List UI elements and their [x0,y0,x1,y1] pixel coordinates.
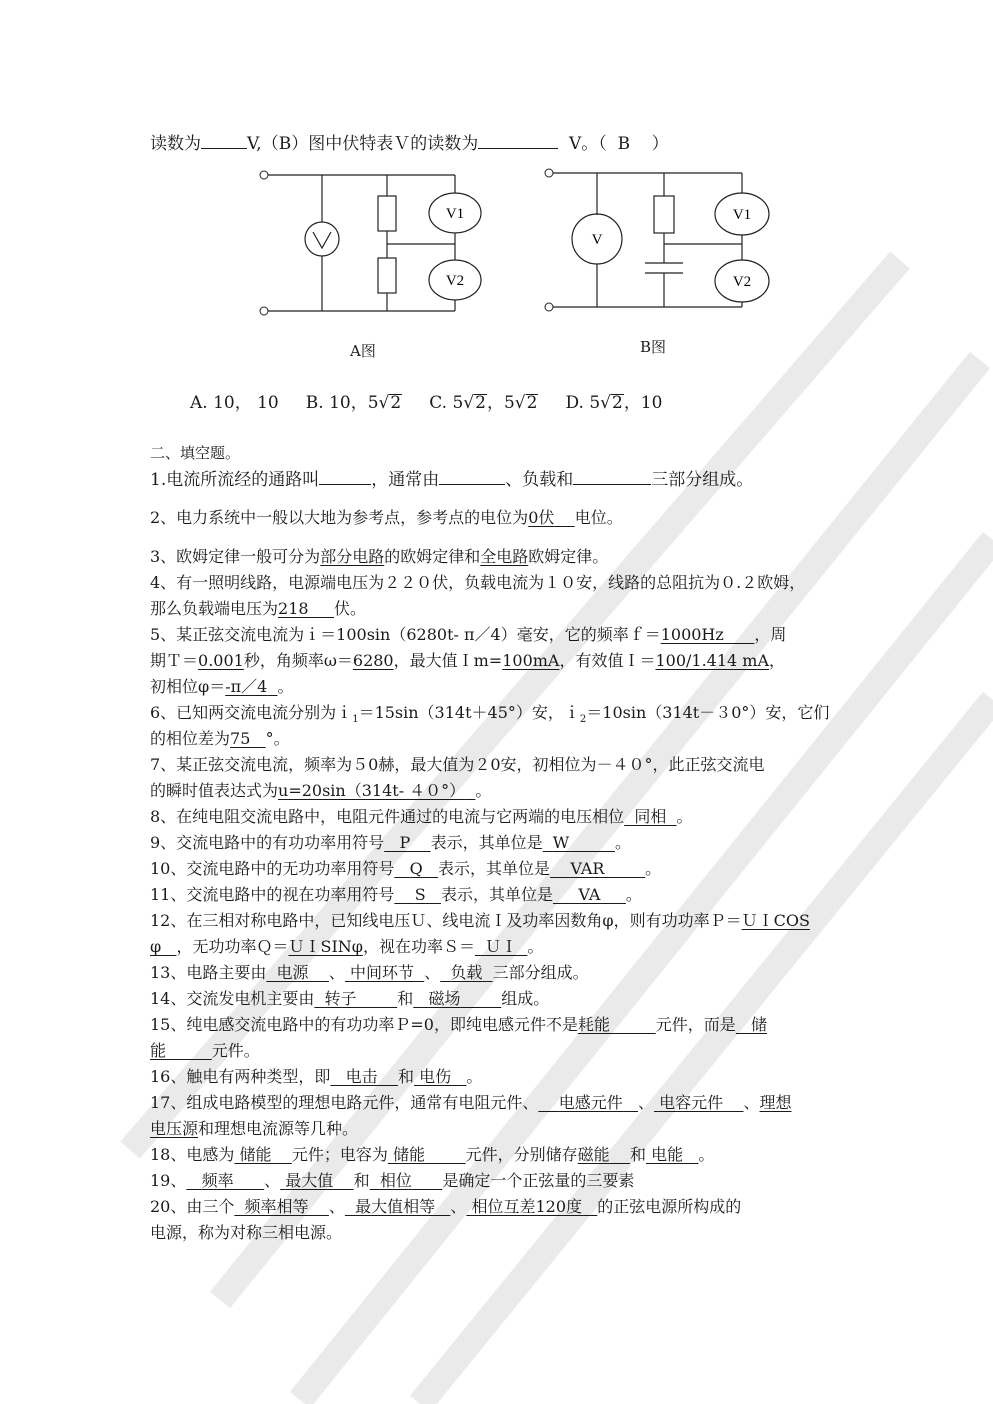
question-16 [150,1067,482,1087]
text: ，10 [623,393,663,413]
question-4-line-2 [150,599,366,619]
answer: ＵＩ [485,937,518,956]
question-20-line-2: 电源，称为对称三相电源。 [150,1223,343,1242]
text: ，无功功率Ｑ＝ [176,937,289,956]
text: 初相位φ＝ [150,677,226,696]
text: 17、组成电路模型的理想电路元件，通常有电阻元件、 [150,1093,539,1112]
answer: 0伏 [528,508,555,527]
text: C. 5 [429,393,464,413]
text: 。 [527,937,544,956]
v2-label: V2 [732,274,752,290]
answer: W [552,833,570,852]
text: 11、交流电路中的视在功率用符号 [150,885,395,904]
answer: 最大值 [285,1171,334,1190]
answer: 同相 [634,807,667,826]
option-d: D. 5√2，10 [565,393,663,413]
text: 的正弦电源所构成的 [597,1197,742,1216]
option-c: C. 5√2，5√2 [429,393,538,413]
answer: 0.001 [198,651,244,670]
answer-blank [573,468,651,485]
answer: -π／4 [225,677,268,696]
answer: ＵＩSINφ [288,937,363,956]
text: 元件，而是 [655,1015,736,1034]
text: 元件，分别储存 [465,1145,578,1164]
question-15-line-2 [150,1041,260,1061]
radicand: 2 [526,393,538,413]
text: 秒，角频率ω＝ [243,651,353,670]
radicand: 2 [475,393,486,413]
text: 。 [466,1067,483,1086]
text: 和 [353,1171,370,1190]
caption-a: A图 [350,342,376,360]
text: ，5 [486,393,515,413]
v1-label: V1 [732,207,752,223]
text: 的相位差为 [150,729,231,748]
text: 10、交流电路中的无功功率用符号 [150,859,395,878]
answer: 相位 [379,1171,412,1190]
text: 和 [398,1067,415,1086]
question-6-line-2 [150,729,290,749]
question-7-line-1: 7、某正弦交流电流，频率为５0赫，最大值为２0安，初相位为－４０°，此正弦交流电 [150,755,765,774]
text: 电位。 [574,508,623,527]
text: 、 [328,963,345,982]
answer: 75 [230,729,251,748]
answer: 储能 [239,1145,272,1164]
answer-blank [478,132,558,149]
text: ，有效值Ｉ＝ [559,651,656,670]
meter-v-label: V [591,232,603,248]
text: 是确定一个正弦量的三要素 [442,1171,635,1190]
text: 伏。 [334,599,367,618]
text: 8、在纯电阻交流电路中，电阻元件通过的电流与它两端的电压相位 [150,807,625,826]
text: ，视在功率Ｓ＝ [362,937,475,956]
text: 、 [450,1197,467,1216]
question-13 [150,963,589,983]
text: B. 10，5 [305,393,379,413]
text: 读数为 [150,134,201,154]
text: V。（ [569,134,607,154]
answer: 能 [150,1041,167,1060]
section-title: 二、填空题。 [150,444,241,462]
text: 5、某正弦交流电流为ｉ＝100sin（6280t- π／4）毫安，它的频率ｆ＝ [150,625,661,644]
radicand: 2 [611,393,623,413]
question-14 [150,989,549,1009]
text: ） [651,134,669,154]
text: 期Ｔ＝ [150,651,199,670]
question-1 [150,468,753,490]
text: 和 [397,989,414,1008]
answer: 转子 [324,989,357,1008]
text: 15、纯电感交流电路中的有功功率Ｐ=0，即纯电感元件不是 [150,1015,578,1034]
radicand: 2 [390,393,402,413]
answer: 100/1.414 mA [655,651,770,670]
answer: 相位互差120度 [471,1197,583,1216]
question-20-line-1 [150,1197,741,1217]
text: 18、电感为 [150,1145,235,1164]
question-12-line-1 [150,911,810,931]
text: ，周 [754,625,787,644]
text: 。 [277,677,294,696]
text: 2、电力系统中一般以大地为参考点，参考点的电位为 [150,508,529,527]
text: 。 [475,781,492,800]
text: 和理想电流源等几种。 [198,1119,359,1138]
text: 的欧姆定律和 [384,547,481,566]
option-b: B. 10，5√2 [305,393,402,413]
circuit-diagram-b [540,160,790,320]
answer: 100mA [502,651,560,670]
answer-blank [439,468,505,485]
text: 16、触电有两种类型，即 [150,1067,331,1086]
answer: 电源 [276,963,309,982]
answer: 频率相等 [244,1197,309,1216]
question-6-line-1 [150,703,829,730]
text: 6、已知两交流电流分别为ｉ [150,703,353,722]
answer: 负载 [450,963,483,982]
question-5-line-1 [150,625,786,645]
text: 、 [264,1171,281,1190]
top-question-line [150,132,669,154]
text: 组成。 [501,989,550,1008]
question-12-line-2 [150,937,543,957]
answer: 频率 [201,1171,234,1190]
question-17-line-1 [150,1093,792,1113]
subscript: 1 [352,714,359,726]
answer: 磁能 [577,1145,610,1164]
text: 20、由三个 [150,1197,235,1216]
text: 。 [625,885,642,904]
answer: 部分电路 [320,547,385,566]
answer: 全电路 [480,547,529,566]
answer-blank [201,132,247,149]
answer: 储 [751,1015,768,1034]
text: 3、欧姆定律一般可分为 [150,547,321,566]
question-9 [150,833,631,853]
v1-label: V1 [445,206,465,222]
answer-blank [319,468,371,485]
answer: S [414,885,426,904]
text: 12、在三相对称电路中，已知线电压Ｕ、线电流Ｉ及功率因数角φ，则有功功率Ｐ＝ [150,911,742,930]
answer: ＵＩCOS [741,911,810,930]
caption-b: B图 [640,338,667,356]
question-17-line-2 [150,1119,358,1139]
text: 、 [638,1093,655,1112]
answer: 电能 [651,1145,684,1164]
text: ，通常由 [371,470,440,490]
text: 19、 [150,1171,187,1190]
question-18 [150,1145,714,1165]
answer: VA [578,885,601,904]
answer: 电伤 [419,1067,452,1086]
text: 、负载和 [505,470,574,490]
text: 表示，其单位是 [440,885,553,904]
answer: 218 [278,599,309,618]
answer: 储能 [392,1145,425,1164]
answer: 电击 [345,1067,378,1086]
subscript: 2 [579,714,587,726]
answer: 中间环节 [350,963,415,982]
question-8 [150,807,693,827]
answer: 磁场 [428,989,461,1008]
text: ， [769,651,786,670]
text: 那么负载端电压为 [150,599,279,618]
answer-b: B [617,134,631,154]
question-3 [150,547,608,567]
answer: 电感元件 [558,1093,623,1112]
text: V,（B）图中伏特表Ｖ的读数为 [247,134,479,154]
text: 表示，其单位是 [438,859,551,878]
answer: 最大值相等 [355,1197,436,1216]
circuit-diagram-a [255,160,495,320]
text: 13、电路主要由 [150,963,267,982]
answer: φ [150,937,162,956]
text: 元件；电容为 [291,1145,388,1164]
text: 。 [676,807,693,826]
answer: 耗能 [577,1015,610,1034]
text: ，最大值Ｉm= [393,651,503,670]
question-5-line-3 [150,677,294,697]
text: 、 [328,1197,345,1216]
text: 1.电流所流经的通路叫 [150,470,320,490]
text: 。 [698,1145,715,1164]
text: 三部分组成。 [492,963,589,982]
text: ＝15sin（314t＋45°）安，ｉ [358,703,580,722]
question-2 [150,508,623,528]
text: 表示，其单位是 [430,833,543,852]
text: 、 [424,963,441,982]
question-7-line-2 [150,781,491,801]
text: 、 [743,1093,760,1112]
option-a: A. 10， 10 [190,393,279,413]
text: D. 5 [565,393,601,413]
answer: 6280 [352,651,394,670]
text: 欧姆定律。 [528,547,609,566]
answer: P [399,833,411,852]
text: 。 [645,859,662,878]
text: 和 [630,1145,647,1164]
question-15-line-1 [150,1015,767,1035]
v2-label: V2 [445,273,465,289]
text: 14、交流发电机主要由 [150,989,315,1008]
answer: Q [409,859,423,878]
question-11 [150,885,642,905]
question-10 [150,859,661,879]
text: 的瞬时值表达式为 [150,781,279,800]
text: 。 [614,833,631,852]
text: 元件。 [211,1041,260,1060]
question-19 [150,1171,634,1191]
answer: 电容元件 [659,1093,724,1112]
text: 9、交流电路中的有功功率用符号 [150,833,385,852]
answer: VAR [570,859,605,878]
answer: 1000Hz [660,625,724,644]
text: 三部分组成。 [651,470,754,490]
answer: u=20sin（314t- ４０°） [278,781,466,800]
text: ＝10sin（314t－３0°）安，它们 [586,703,830,722]
answer-options [190,388,662,413]
answer: 电压源 [150,1119,199,1138]
question-4-line-1: 4、有一照明线路，电源端电压为２２０伏，负载电流为１０安，线路的总阻抗为０.２欧姆， [150,573,806,592]
text: °。 [265,729,290,748]
answer: 理想 [759,1093,792,1112]
question-5-line-2 [150,651,785,671]
